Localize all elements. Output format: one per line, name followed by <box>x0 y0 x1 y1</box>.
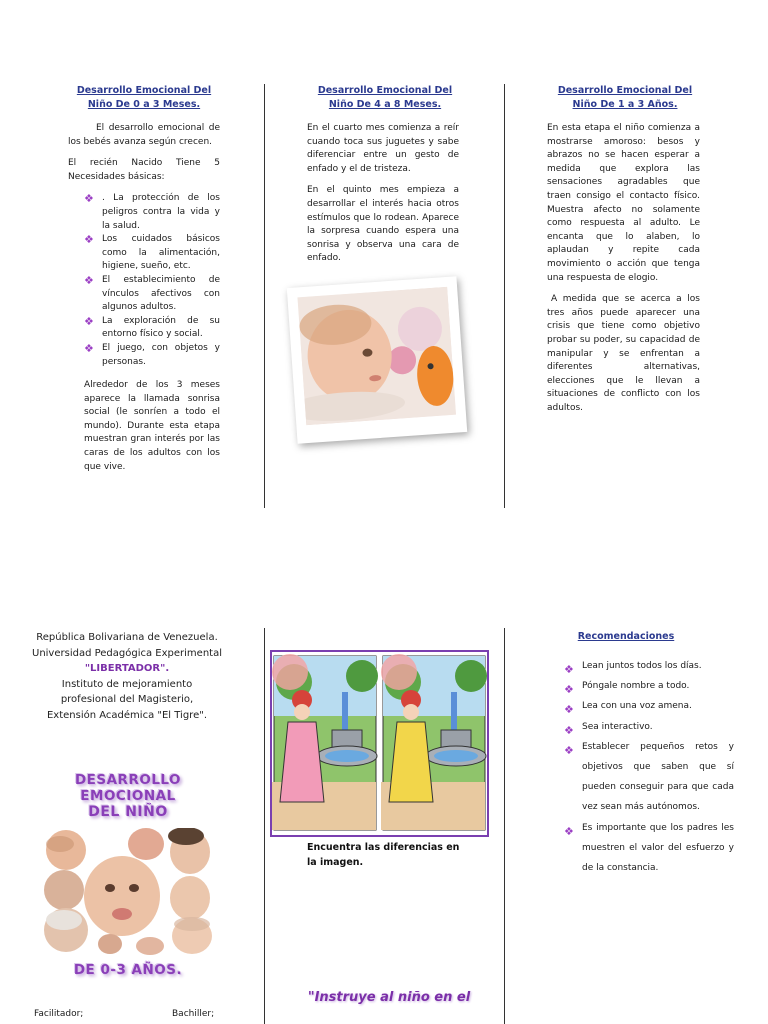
cover-facilitador: Facilitador; <box>34 1009 84 1019</box>
panel3-heading-line1: Desarrollo Emocional Del <box>557 85 693 96</box>
spot-difference-image <box>270 650 489 837</box>
panel-1-3-years <box>547 84 700 423</box>
panel1-needs-list <box>82 192 220 369</box>
baby-photo-frame <box>287 276 467 443</box>
cover-line1: República Bolivariana de Venezuela. <box>36 632 218 643</box>
panel1-intro: El desarrollo emocional de los bebés avanza según crecen. <box>68 123 220 147</box>
list-item: ❖ Establecer pequeños retos y objetivos que saben que sí pueden conseguir para que cada vez sean más autónomos. <box>564 741 734 813</box>
list-item: ❖ Los cuidados básicos como la alimentación, higiene, sueño, etc. <box>84 233 220 272</box>
panel-4-8-months <box>307 84 459 274</box>
panel1-heading <box>66 84 222 112</box>
caption-line1: Encuentra las diferencias en <box>307 842 460 853</box>
babies-collage-illustration <box>42 828 212 956</box>
panel-0-3-months <box>68 84 220 482</box>
diamond-bullet-icon: ❖ <box>564 663 574 676</box>
baby-face-illustration <box>297 287 456 425</box>
recommendations-panel <box>562 630 734 878</box>
diamond-bullet-icon: ❖ <box>84 273 94 287</box>
panel2-para2: En el quinto mes empieza a desarrollar el interés hacia otros estímulos que lo rodean. Aparece la sorpresa cuando espera una sonrisa y observa una cara de enfado. <box>307 185 459 264</box>
list-item: ❖ . La protección de los peligros contra la vida y la salud. <box>84 192 220 231</box>
cover-line5: profesional del Magisterio, <box>60 694 194 705</box>
diamond-bullet-icon: ❖ <box>84 192 94 206</box>
panel3-heading-line2: Niño De 1 a 3 Años. <box>572 99 678 110</box>
caption-line2: la imagen. <box>307 857 364 868</box>
panel1-heading-line2: Niño De 0 a 3 Meses. <box>87 99 201 110</box>
diamond-bullet-icon: ❖ <box>564 723 574 737</box>
recommendations-list <box>562 656 734 878</box>
list-item: ❖ El juego, con objetos y personas. <box>84 341 220 367</box>
list-item: ❖ El establecimiento de vínculos afectivos con algunos adultos. <box>84 273 220 313</box>
list-item: ❖ Póngale nombre a todo. <box>562 676 734 696</box>
cover-institution <box>30 630 224 723</box>
diamond-bullet-icon: ❖ <box>84 233 94 247</box>
recommendations-heading: Recomendaciones <box>577 631 675 642</box>
baby-photo <box>297 287 456 425</box>
divider-bottom-right <box>504 628 505 1024</box>
cover-line4: Instituto de mejoramiento <box>61 678 193 690</box>
list-item: ❖ La exploración de su entorno físico y social. <box>84 314 220 340</box>
panel3-para1: En esta etapa el niño comienza a mostrarse amoroso: besos y abrazos no se hacen esperar a medida que explora las sensaciones agradables que traen consigo el contacto físico. Muestra afecto no solamente como respuesta al adulto. Le encanta que lo alaben, lo aplaudan y repite cada movimiento o acción que tenga una respuesta de elogio. <box>547 123 700 283</box>
quote-text: "Instruye al niño en el <box>307 990 471 1005</box>
panel2-para1: En el cuarto mes comienza a reír cuando toca sus juguetes y sabe diferenciar entre un gesto de enfado y el de tristeza. <box>307 123 459 174</box>
diamond-bullet-icon: ❖ <box>84 314 94 328</box>
list-item: ❖ Lea con una voz amena. <box>562 696 734 716</box>
panel3-para2: A medida que se acerca a los tres años puede aparecer una crisis que tiene como objetivo probar su poder, su capacidad de manipular y se enfrentan a diferentes alternativas, elecciones que le llevan a situaciones de conflicto con los adultos. <box>547 294 700 413</box>
diamond-bullet-icon: ❖ <box>564 743 574 757</box>
panel2-heading-line2: Niño De 4 a 8 Meses. <box>328 99 442 110</box>
list-item: ❖ Sea interactivo. <box>562 717 734 737</box>
panel2-heading-line1: Desarrollo Emocional Del <box>317 85 453 96</box>
spot-difference-illustration <box>272 652 487 835</box>
panel2-heading <box>307 84 463 112</box>
list-item: ❖ Es importante que los padres les muestren el valor del esfuerzo y de la constancia. <box>564 822 734 874</box>
panel1-needs-intro: El recién Nacido Tiene 5 Necesidades básicas: <box>68 158 220 182</box>
divider-bottom-left <box>264 628 265 1024</box>
panel3-heading <box>547 84 703 112</box>
diamond-bullet-icon: ❖ <box>84 341 94 355</box>
diamond-bullet-icon: ❖ <box>564 824 574 838</box>
panel1-closing: Alrededor de los 3 meses aparece la llamada sonrisa social (le sonríen a todo el mundo). Durante esta etapa muestran gran interés por las caras de los adultos con los que vive. <box>84 380 220 472</box>
cover-libertador: "LIBERTADOR". <box>84 663 170 674</box>
divider-top-left <box>264 84 265 508</box>
cover-title-line2: DEL NIÑO <box>88 804 168 820</box>
cover-title-line1: DESARROLLO EMOCIONAL <box>74 772 182 804</box>
panel1-heading-line1: Desarrollo Emocional Del <box>76 85 212 96</box>
spot-difference-caption <box>307 840 467 870</box>
divider-top-right <box>504 84 505 508</box>
list-item: ❖ Lean juntos todos los días. <box>562 656 734 676</box>
cover-line6: Extensión Académica "El Tigre". <box>46 709 207 721</box>
babies-collage <box>42 828 212 956</box>
cover-bachiller: Bachiller; <box>172 1009 215 1019</box>
cover-line2: Universidad Pedagógica Experimental <box>32 647 222 659</box>
cover-title-line3: DE 0-3 AÑOS. <box>73 962 183 978</box>
diamond-bullet-icon: ❖ <box>564 703 574 717</box>
diamond-bullet-icon: ❖ <box>564 683 574 697</box>
